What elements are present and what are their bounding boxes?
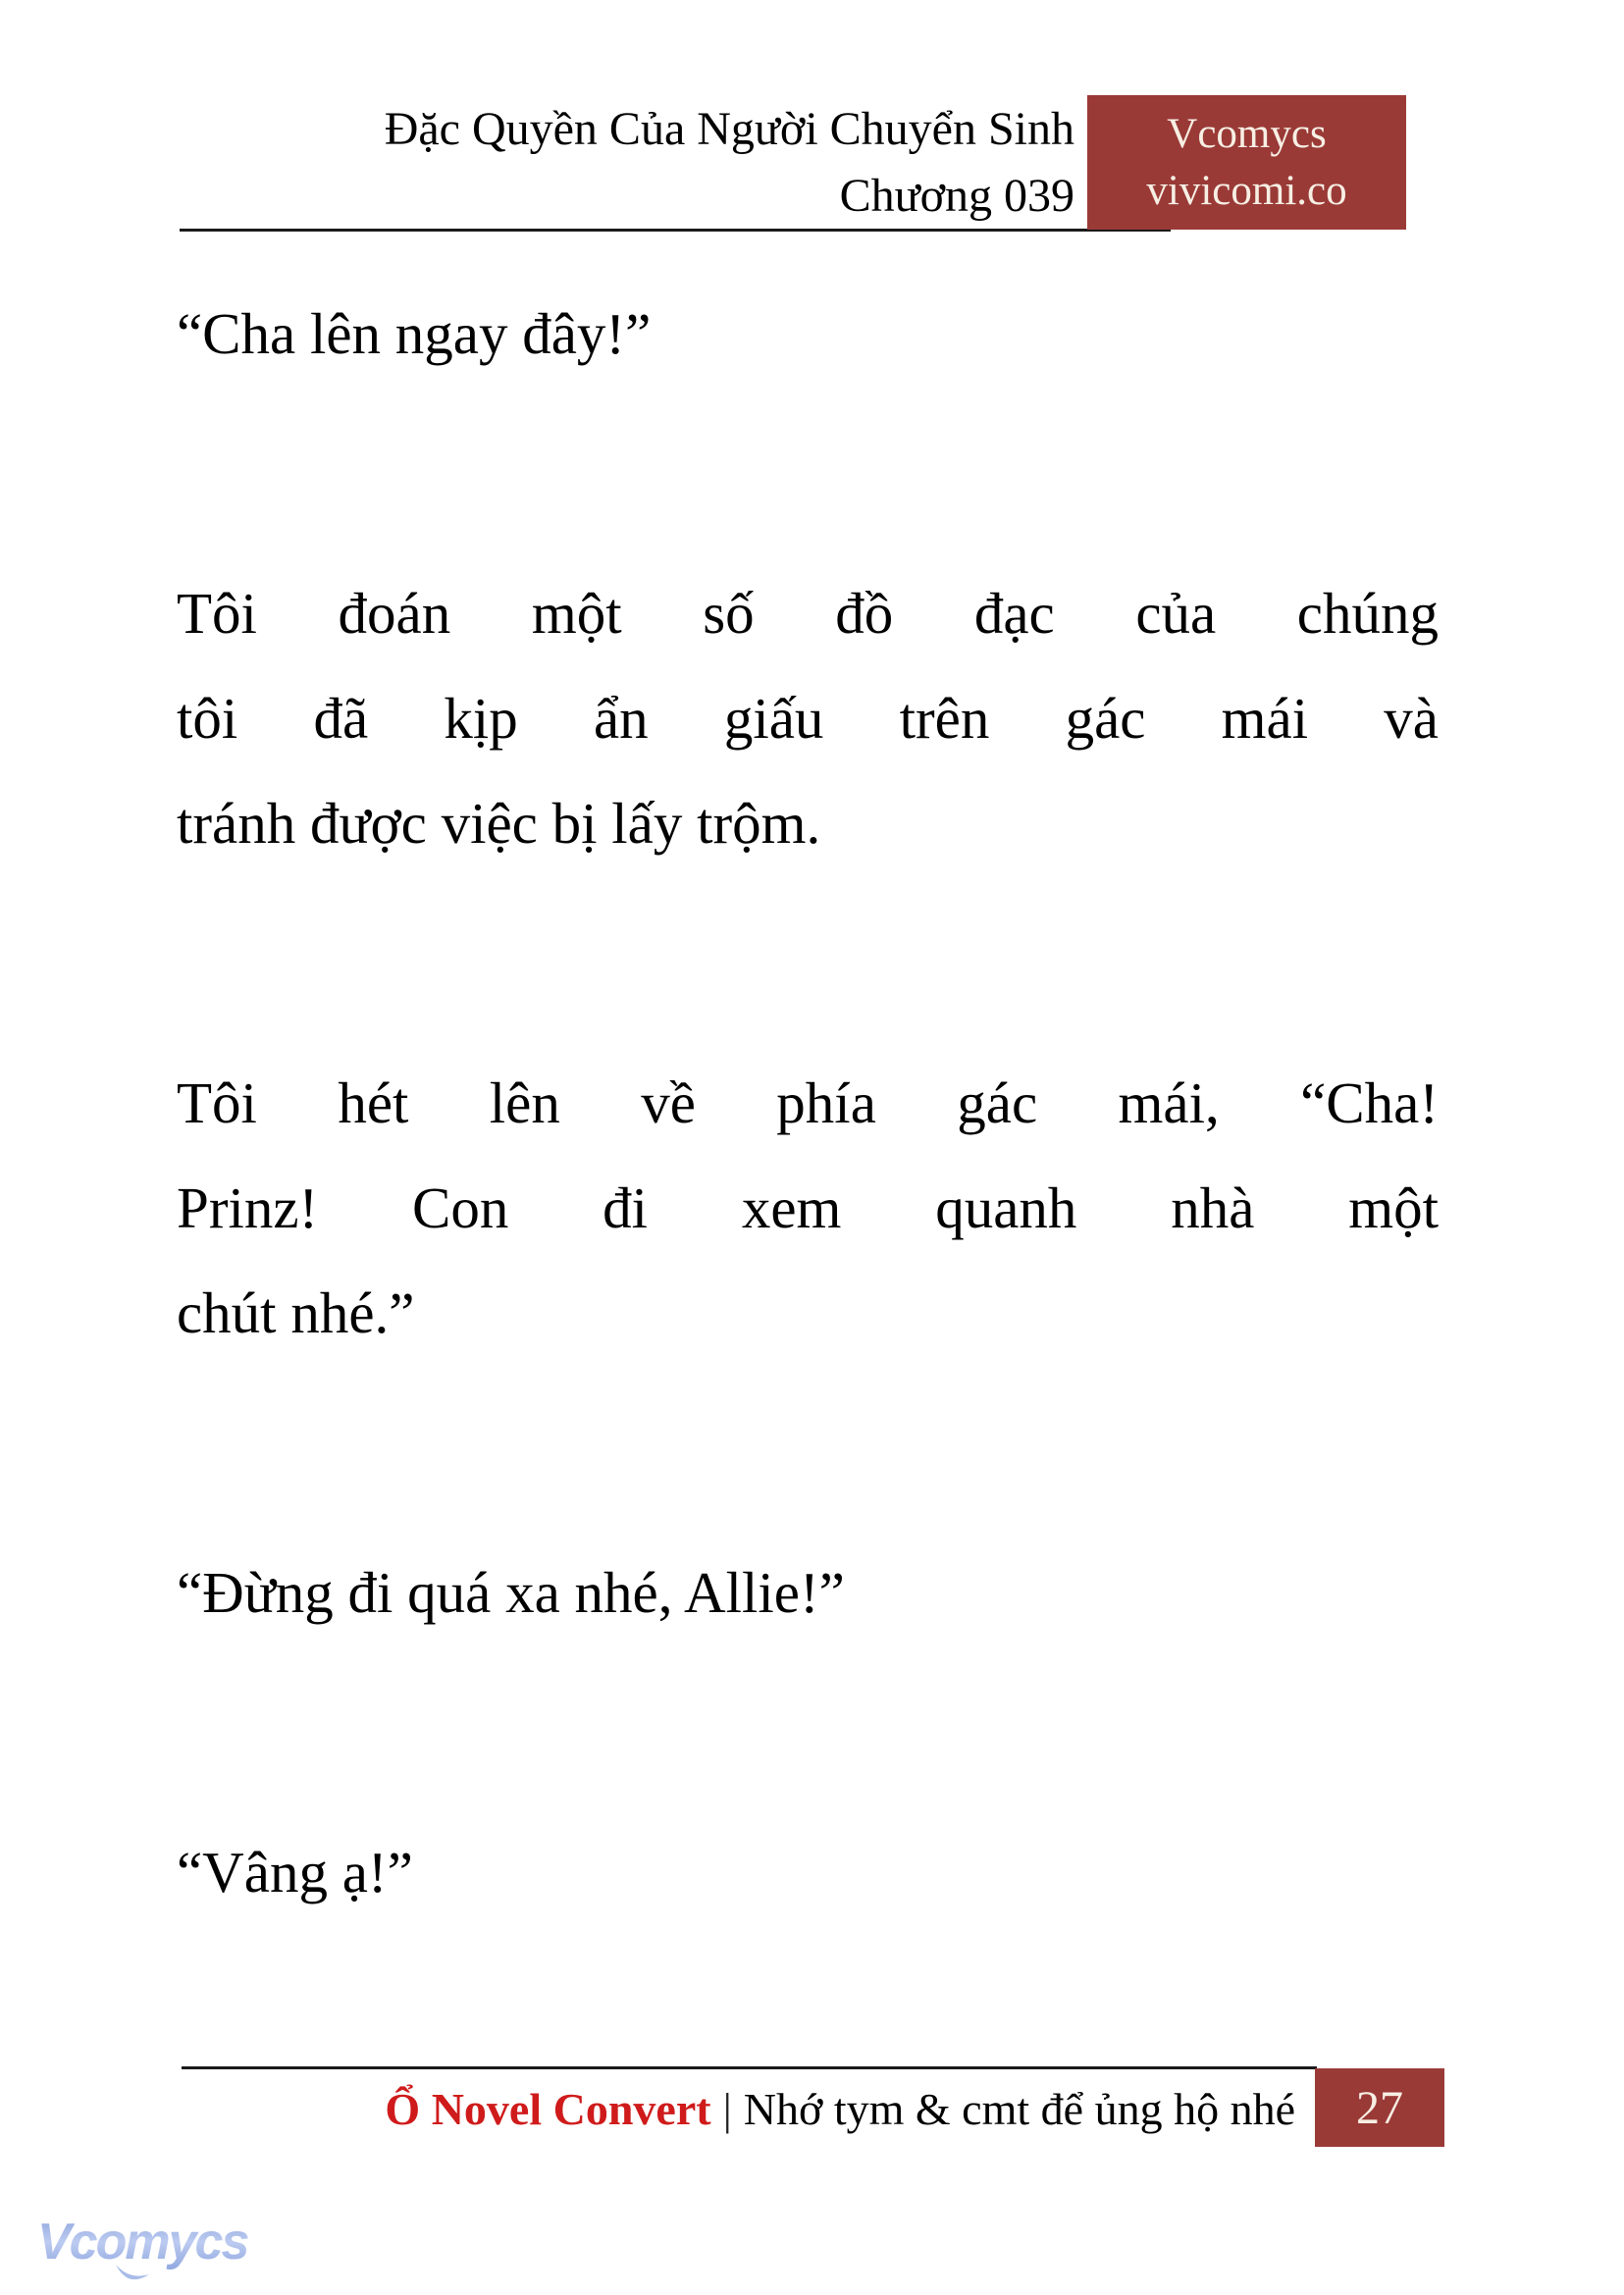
footer-brand: Ổ Novel Convert bbox=[385, 2084, 711, 2134]
footer-divider bbox=[182, 2066, 1317, 2069]
footer-note: Nhớ tym & cmt để ủng hộ nhé bbox=[743, 2084, 1295, 2134]
paragraph bbox=[177, 1820, 1439, 1925]
page-number-badge bbox=[1315, 2068, 1444, 2147]
brand-name: Vcomycs bbox=[1167, 110, 1327, 157]
header-brand-box bbox=[1087, 95, 1406, 230]
text-line: Prinz! Con đi xem quanh nhà một bbox=[177, 1175, 1439, 1240]
text-line: chút nhé.” bbox=[177, 1280, 415, 1345]
paragraph bbox=[177, 1051, 1439, 1366]
body-text bbox=[177, 282, 1439, 1925]
header-divider bbox=[180, 229, 1171, 232]
chapter-number: Chương 039 bbox=[839, 170, 1074, 222]
text-line: tôi đã kịp ẩn giấu trên gác mái và bbox=[177, 686, 1439, 751]
text-line: Tôi hét lên về phía gác mái, “Cha! bbox=[177, 1070, 1439, 1135]
brand-site: vivicomi.co bbox=[1146, 167, 1347, 214]
paragraph bbox=[177, 561, 1439, 876]
series-title: Đặc Quyền Của Người Chuyển Sinh bbox=[384, 103, 1074, 155]
vcomycs-logo-watermark bbox=[20, 2200, 265, 2293]
header-title-block bbox=[180, 96, 1074, 230]
logo-text: Vcomycs bbox=[37, 2214, 248, 2270]
text-line: “Cha lên ngay đây!” bbox=[177, 301, 652, 366]
text-line: “Đừng đi quá xa nhé, Allie!” bbox=[177, 1560, 845, 1625]
footer-text bbox=[182, 2080, 1295, 2139]
paragraph bbox=[177, 282, 1439, 387]
text-line: Tôi đoán một số đồ đạc của chúng bbox=[177, 581, 1439, 646]
paragraph bbox=[177, 1540, 1439, 1645]
footer-separator: | bbox=[722, 2084, 732, 2134]
text-line: “Vâng ạ!” bbox=[177, 1840, 413, 1904]
text-line: tránh được việc bị lấy trộm. bbox=[177, 791, 821, 856]
page-number: 27 bbox=[1356, 2081, 1403, 2134]
